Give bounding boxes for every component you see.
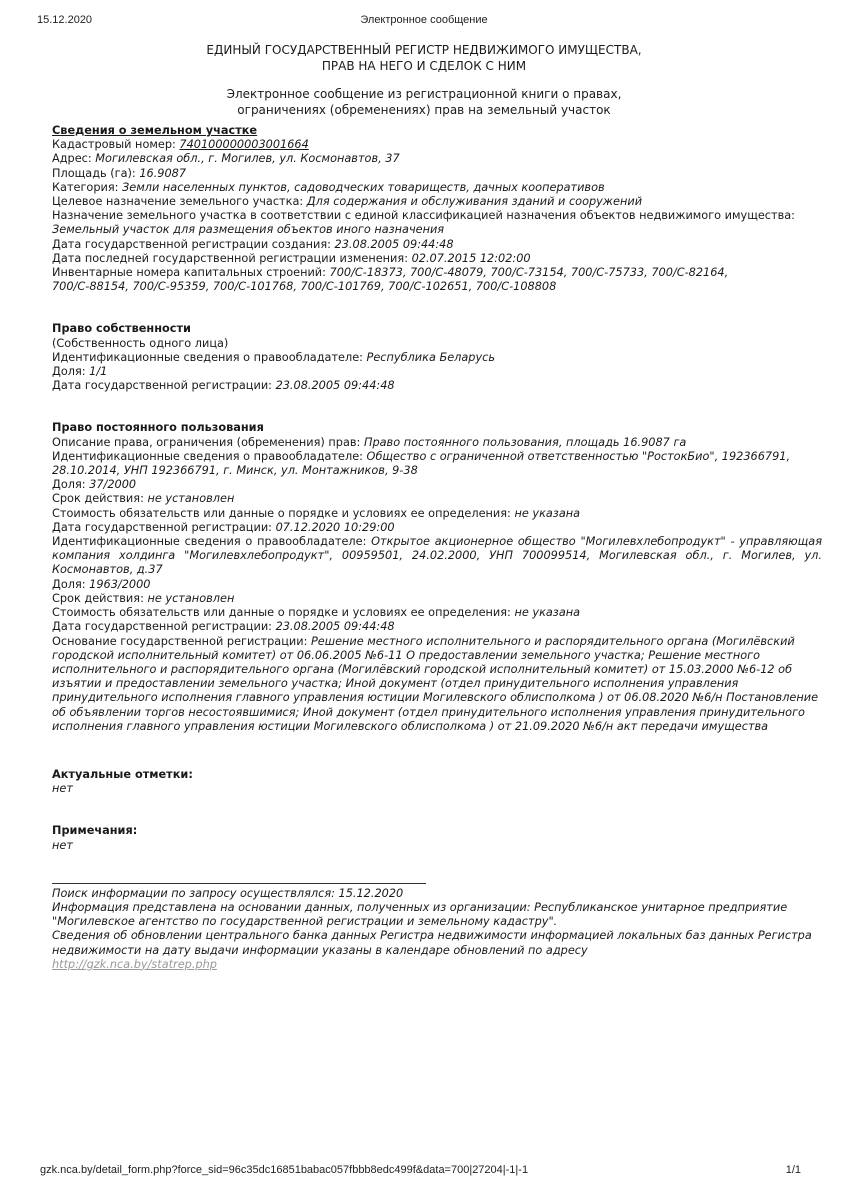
classification-value: Земельный участок для размещения объектов иного назначения (52, 223, 445, 237)
reg-date-value: 23.08.2005 09:44:48 (275, 620, 395, 634)
inventory-row (52, 266, 822, 280)
notes-heading: Примечания: (52, 824, 138, 838)
registration-basis-value: Решение местного исполнительного и распорядительного органа (Могилёвский городской исполнительный комитет) от 06.06.2005 №6-11 О предоставлении земельного участка; Решение местного исполнительного и распорядительного органа (Могилёвский городской исполнительный комитет) от 15.03.2000 №6-12 об изъятии и предоставлении земельного участка; Иной документ (отдел принудительного исполнения управления принудительного исполнения главного управления юстиции Могилевского облисполкома ) от 06.08.2020 №6/н Постановление об объявлении торгов несостоявшимися; Иной документ (отдел принудительного исполнения управления принудительного исполнения главного управления юстиции Могилевского облисполкома ) от 21.09.2020 №6/н акт передачи имущества (52, 634, 819, 733)
notes-value: нет (52, 838, 73, 852)
share-value: 1/1 (89, 365, 108, 379)
holder-2-row (52, 535, 822, 578)
category-label: Категория: (52, 180, 123, 194)
source-note: Информация представлена на основании данных, полученных из организации: Республиканское унитарное предприятие "Могилевское агентство по государственной регистрации и земельному кадастру". (52, 900, 788, 929)
right-description-value: Право постоянного пользования, площадь 16.9087 га (363, 435, 687, 449)
ownership-reg-date-row (52, 379, 822, 393)
land-plot-section (52, 124, 822, 294)
registration-basis-row (52, 635, 822, 734)
created-date-label: Дата государственной регистрации создания: (52, 237, 335, 251)
holder-label: Идентификационные сведения о правообладателе: (52, 535, 372, 549)
registry-title (0, 42, 848, 74)
term-label: Срок действия: (52, 492, 148, 506)
ownership-holder-row (52, 351, 822, 365)
holder-1-term-row (52, 492, 822, 506)
update-info-note: Сведения об обновлении центрального банка данных Регистра недвижимости информацией локальных баз данных Регистра недвижимости на дату выдачи информации указаны в календаре обновлений по адресу (52, 929, 812, 957)
land-plot-heading: Сведения о земельном участке (52, 124, 258, 137)
inventory-label: Инвентарные номера капитальных строений: (52, 266, 330, 280)
print-title: Электронное сообщение (360, 14, 488, 26)
holder-1-share-row (52, 478, 822, 492)
permanent-use-heading: Право постоянного пользования (52, 421, 264, 435)
print-date: 15.12.2020 (37, 14, 93, 26)
category-row (52, 181, 822, 195)
right-description-row (52, 436, 822, 450)
changed-date-value: 02.07.2015 12:02:00 (411, 251, 531, 265)
cost-label: Стоимость обязательств или данные о порядке и условиях ее определения: (52, 606, 515, 620)
address-row (52, 152, 822, 166)
search-date-note: Поиск информации по запросу осуществлялся: 15.12.2020 (52, 886, 404, 900)
reg-date-label: Дата государственной регистрации: (52, 520, 276, 534)
classification-label: Назначение земельного участка в соответствии с единой классификацией назначения объектов недвижимого имущества: (52, 209, 795, 223)
spacer (52, 393, 822, 421)
footnotes-section (52, 887, 822, 972)
message-title-line1: Электронное сообщение из регистрационной книги о правах, (226, 87, 622, 101)
holder-2-cost-row (52, 606, 822, 620)
purpose-label: Целевое назначение земельного участка: (52, 195, 307, 209)
cost-value: не указана (514, 606, 581, 620)
term-value: не установлен (147, 492, 235, 506)
permanent-use-section (52, 421, 822, 733)
spacer (52, 734, 822, 768)
ownership-heading: Право собственности (52, 322, 191, 336)
holder-1-cost-row (52, 507, 822, 521)
holder-1-reg-date-row (52, 521, 822, 535)
holder-1-row (52, 450, 822, 478)
holder-2-reg-date-row (52, 620, 822, 634)
footnote-divider (52, 883, 426, 884)
registry-title-line1: ЕДИНЫЙ ГОСУДАРСТВЕННЫЙ РЕГИСТР НЕДВИЖИМОГО ИМУЩЕСТВА, (206, 43, 642, 57)
created-date-row (52, 238, 822, 252)
share-label: Доля: (52, 577, 90, 591)
cadastral-number-label: Кадастровый номер: (52, 138, 180, 152)
area-label: Площадь (га): (52, 166, 140, 180)
inventory-value-line2: 700/С-88154, 700/С-95359, 700/С-101768, 700/С-101769, 700/С-102651, 700/С-108808 (52, 280, 557, 294)
ownership-share-row (52, 365, 822, 379)
area-value: 16.9087 (139, 166, 187, 180)
current-marks-section (52, 768, 822, 796)
share-label: Доля: (52, 478, 90, 492)
changed-date-row (52, 252, 822, 266)
purpose-row (52, 195, 822, 209)
print-url: gzk.nca.by/detail_form.php?force_sid=96c35dc16851babac057fbbb8edc499f&data=700|27204|-1|-1 (40, 1164, 529, 1176)
page-number: 1/1 (785, 1164, 801, 1176)
term-label: Срок действия: (52, 591, 148, 605)
document-body (52, 124, 822, 972)
share-value: 1963/2000 (89, 577, 151, 591)
holder-2-term-row (52, 592, 822, 606)
reg-date-label: Дата государственной регистрации: (52, 620, 276, 634)
message-title-line2: ограничениях (обременениях) прав на земельный участок (237, 103, 611, 117)
cost-label: Стоимость обязательств или данные о порядке и условиях ее определения: (52, 506, 515, 520)
statrep-link[interactable]: http://gzk.nca.by/statrep.php (52, 957, 217, 971)
ownership-section (52, 322, 822, 393)
holder-label: Идентификационные сведения о правообладателе: (52, 350, 367, 364)
address-value: Могилевская обл., г. Могилев, ул. Космонавтов, 37 (95, 152, 400, 166)
spacer (52, 294, 822, 322)
share-label: Доля: (52, 365, 90, 379)
share-value: 37/2000 (89, 478, 137, 492)
message-title (0, 86, 848, 118)
notes-section (52, 824, 822, 852)
term-value: не установлен (147, 591, 235, 605)
address-label: Адрес: (52, 152, 96, 166)
registry-title-line2: ПРАВ НА НЕГО И СДЕЛОК С НИМ (321, 59, 527, 73)
current-marks-heading: Актуальные отметки: (52, 767, 193, 781)
changed-date-label: Дата последней государственной регистрации изменения: (52, 251, 412, 265)
ownership-type: (Собственность одного лица) (52, 336, 229, 350)
registration-basis-label: Основание государственной регистрации: (52, 634, 311, 648)
holder-value: Открытое акционерное общество "Могилевхлебопродукт" - управляющая компания холдинга "Могилевхлебопродукт", 00959501, 24.02.2000, УНП 700099514, Могилевская обл., г. Могилев, ул. Космонавтов, д.37 (52, 535, 822, 577)
reg-date-value: 23.08.2005 09:44:48 (275, 379, 395, 393)
holder-value: Общество с ограниченной ответственностью "РостокБио", 192366791, 28.10.2014, УНП 192366791, г. Минск, ул. Монтажников, 9-38 (52, 449, 791, 478)
cost-value: не указана (514, 506, 581, 520)
right-description-label: Описание права, ограничения (обременения) прав: (52, 435, 364, 449)
purpose-value: Для содержания и обслуживания зданий и сооружений (306, 195, 643, 209)
category-value: Земли населенных пунктов, садоводческих товариществ, дачных кооперативов (122, 180, 605, 194)
inventory-value-line1: 700/С-18373, 700/С-48079, 700/С-73154, 700/С-75733, 700/С-82164, (329, 266, 729, 280)
holder-label: Идентификационные сведения о правообладателе: (52, 449, 367, 463)
current-marks-value: нет (52, 782, 73, 796)
cadastral-number-link[interactable]: 740100000003001664 (179, 138, 309, 152)
reg-date-label: Дата государственной регистрации: (52, 379, 276, 393)
spacer (52, 796, 822, 824)
holder-value: Республика Беларусь (366, 350, 496, 364)
created-date-value: 23.08.2005 09:44:48 (334, 237, 454, 251)
area-row (52, 167, 822, 181)
holder-2-share-row (52, 578, 822, 592)
reg-date-value: 07.12.2020 10:29:00 (275, 520, 395, 534)
cadastral-number-row (52, 138, 822, 152)
